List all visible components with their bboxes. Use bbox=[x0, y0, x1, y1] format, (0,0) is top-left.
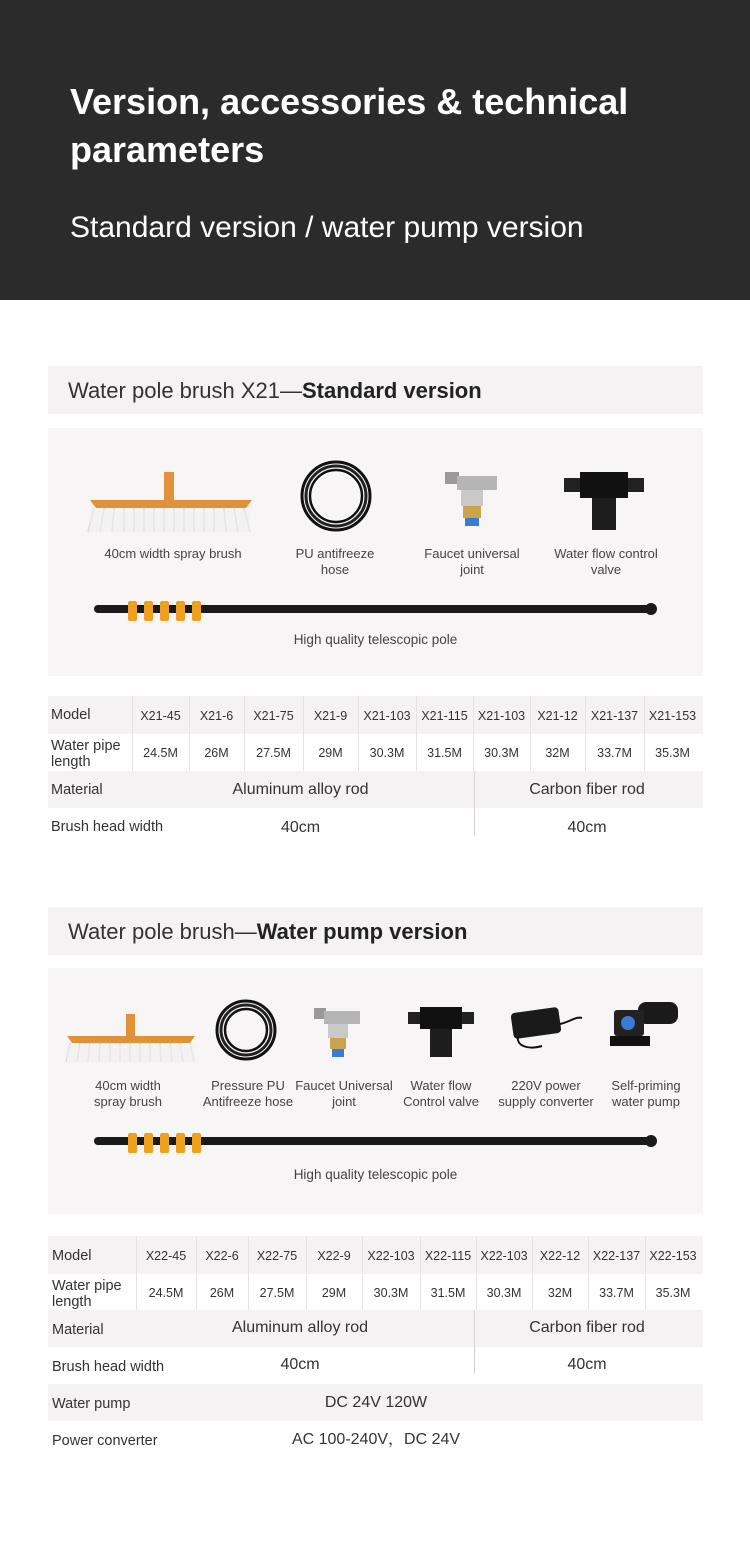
table-cell: X21-75 bbox=[253, 709, 294, 723]
standard-accessories-panel bbox=[48, 428, 703, 676]
table-cell: X22-75 bbox=[256, 1249, 298, 1263]
table-row-power-converter bbox=[48, 1421, 703, 1459]
table-cell: X21-103 bbox=[363, 709, 411, 723]
table-cell: 24.5M bbox=[143, 746, 178, 760]
row-label-model: Model bbox=[51, 707, 91, 723]
table-cell: X22-9 bbox=[317, 1249, 351, 1263]
spray-brush-icon bbox=[64, 1014, 198, 1064]
table-cell: 29M bbox=[321, 1286, 347, 1300]
standard-section-heading bbox=[48, 366, 703, 414]
accessory-label-adapter: 220V power supply converter bbox=[498, 1078, 594, 1109]
table-cell: X21-103 bbox=[477, 709, 526, 723]
flow-valve-icon bbox=[408, 1004, 474, 1062]
hose-coil-icon bbox=[298, 458, 374, 534]
faucet-joint-icon bbox=[443, 468, 501, 534]
table-cell: DC 24V 120W bbox=[324, 1394, 428, 1411]
table-cell: X21-9 bbox=[313, 709, 348, 723]
table-cell: 40cm bbox=[567, 819, 607, 836]
telescopic-pole-icon bbox=[92, 1130, 658, 1156]
pole-caption: High quality telescopic pole bbox=[293, 632, 458, 647]
flow-valve-icon bbox=[564, 468, 644, 536]
table-cell: 40cm bbox=[567, 1356, 607, 1373]
table-cell: X22-12 bbox=[539, 1249, 581, 1263]
pump-accessories-panel bbox=[48, 968, 703, 1214]
row-label-brush-width: Brush head width bbox=[51, 819, 164, 835]
accessory-label-hose: Pressure PU Antifreeze hose bbox=[202, 1078, 294, 1109]
column-divider bbox=[474, 771, 475, 836]
page-subtitle: Standard version / water pump version bbox=[70, 211, 584, 244]
table-row-length bbox=[48, 1274, 703, 1312]
table-cell: 27.5M bbox=[256, 746, 291, 760]
table-cell: 35.3M bbox=[655, 1286, 691, 1300]
row-label-material: Material bbox=[52, 1322, 104, 1338]
water-pump-icon bbox=[608, 996, 684, 1052]
table-cell: Carbon fiber rod bbox=[529, 781, 645, 798]
table-cell: 27.5M bbox=[259, 1286, 295, 1300]
table-row-brush-width bbox=[48, 1347, 703, 1385]
table-row-brush-width bbox=[48, 808, 703, 846]
table-cell: X22-103 bbox=[367, 1249, 415, 1263]
table-cell: Carbon fiber rod bbox=[529, 1319, 645, 1336]
power-adapter-icon bbox=[508, 1000, 584, 1052]
faucet-joint-icon bbox=[312, 1004, 364, 1064]
table-cell: X21-153 bbox=[648, 709, 697, 723]
table-cell: 29M bbox=[318, 746, 343, 760]
table-cell: 33.7M bbox=[597, 746, 632, 760]
table-row-material bbox=[48, 771, 703, 809]
accessory-label-valve: Water flow control valve bbox=[554, 546, 658, 577]
page-title: Version, accessories & technical parameters bbox=[70, 81, 629, 170]
table-cell: Aluminum alloy rod bbox=[231, 1319, 369, 1336]
spray-brush-icon bbox=[86, 472, 256, 534]
telescopic-pole-icon bbox=[92, 598, 658, 624]
table-cell: 40cm bbox=[280, 819, 321, 836]
table-row-material bbox=[48, 1310, 703, 1348]
table-cell: X21-6 bbox=[199, 709, 234, 723]
table-cell: 33.7M bbox=[599, 1286, 634, 1300]
table-cell: AC 100-240V，DC 24V bbox=[291, 1431, 461, 1448]
table-cell: 26M bbox=[204, 746, 229, 760]
table-cell: 26M bbox=[209, 1286, 235, 1300]
hero-banner bbox=[0, 0, 750, 300]
table-cell: X22-45 bbox=[145, 1249, 187, 1263]
table-cell: X22-103 bbox=[480, 1249, 528, 1263]
accessory-label-valve: Water flow Control valve bbox=[403, 1078, 479, 1109]
table-cell: 30.3M bbox=[373, 1286, 409, 1300]
table-row-model bbox=[48, 1236, 703, 1274]
accessory-label-brush: 40cm width spray brush bbox=[94, 1078, 162, 1109]
table-cell: X22-137 bbox=[592, 1249, 641, 1263]
accessory-label-brush: 40cm width spray brush bbox=[104, 546, 242, 561]
table-cell: 32M bbox=[545, 746, 570, 760]
table-cell: X22-153 bbox=[649, 1249, 697, 1263]
accessory-label-faucet: Faucet Universal joint bbox=[295, 1078, 393, 1109]
table-cell: 30.3M bbox=[486, 1286, 522, 1300]
standard-heading-bold: Standard version bbox=[301, 378, 482, 403]
row-label-power-converter: Power converter bbox=[52, 1433, 158, 1449]
table-cell: X21-12 bbox=[537, 709, 578, 723]
accessory-label-hose: PU antifreeze hose bbox=[295, 546, 375, 577]
row-label-model: Model bbox=[52, 1248, 92, 1264]
table-cell: X21-45 bbox=[140, 709, 181, 723]
table-row-water-pump bbox=[48, 1384, 703, 1422]
column-divider bbox=[474, 1310, 475, 1374]
table-cell: X21-115 bbox=[421, 709, 468, 723]
pump-heading-prefix: Water pole brush— bbox=[68, 919, 257, 944]
table-cell: X21-137 bbox=[590, 709, 639, 723]
hose-coil-icon bbox=[214, 998, 278, 1062]
row-label-length: Water pipe length bbox=[52, 1278, 122, 1310]
table-row-length bbox=[48, 734, 703, 772]
row-label-water-pump: Water pump bbox=[52, 1396, 131, 1412]
table-row-model bbox=[48, 696, 703, 734]
table-cell: 31.5M bbox=[430, 1286, 466, 1300]
pole-caption: High quality telescopic pole bbox=[293, 1167, 458, 1182]
table-cell: Aluminum alloy rod bbox=[232, 781, 369, 798]
accessory-label-pump: Self-priming water pump bbox=[611, 1078, 681, 1109]
accessory-label-faucet: Faucet universal joint bbox=[424, 546, 520, 577]
standard-heading-prefix: Water pole brush X21— bbox=[68, 378, 302, 403]
table-cell: 24.5M bbox=[148, 1286, 184, 1300]
row-label-length: Water pipe length bbox=[51, 738, 121, 770]
table-cell: 32M bbox=[547, 1286, 573, 1300]
table-cell: 40cm bbox=[280, 1356, 320, 1373]
row-label-brush-width: Brush head width bbox=[52, 1359, 165, 1375]
table-cell: 30.3M bbox=[484, 746, 519, 760]
pump-heading-bold: Water pump version bbox=[256, 919, 468, 944]
table-cell: 35.3M bbox=[655, 746, 690, 760]
table-cell: 31.5M bbox=[427, 746, 462, 760]
table-cell: X22-6 bbox=[205, 1249, 239, 1263]
table-cell: 30.3M bbox=[369, 746, 405, 760]
row-label-material: Material bbox=[51, 782, 103, 798]
table-cell: X22-115 bbox=[424, 1249, 472, 1263]
pump-section-heading bbox=[48, 907, 703, 955]
